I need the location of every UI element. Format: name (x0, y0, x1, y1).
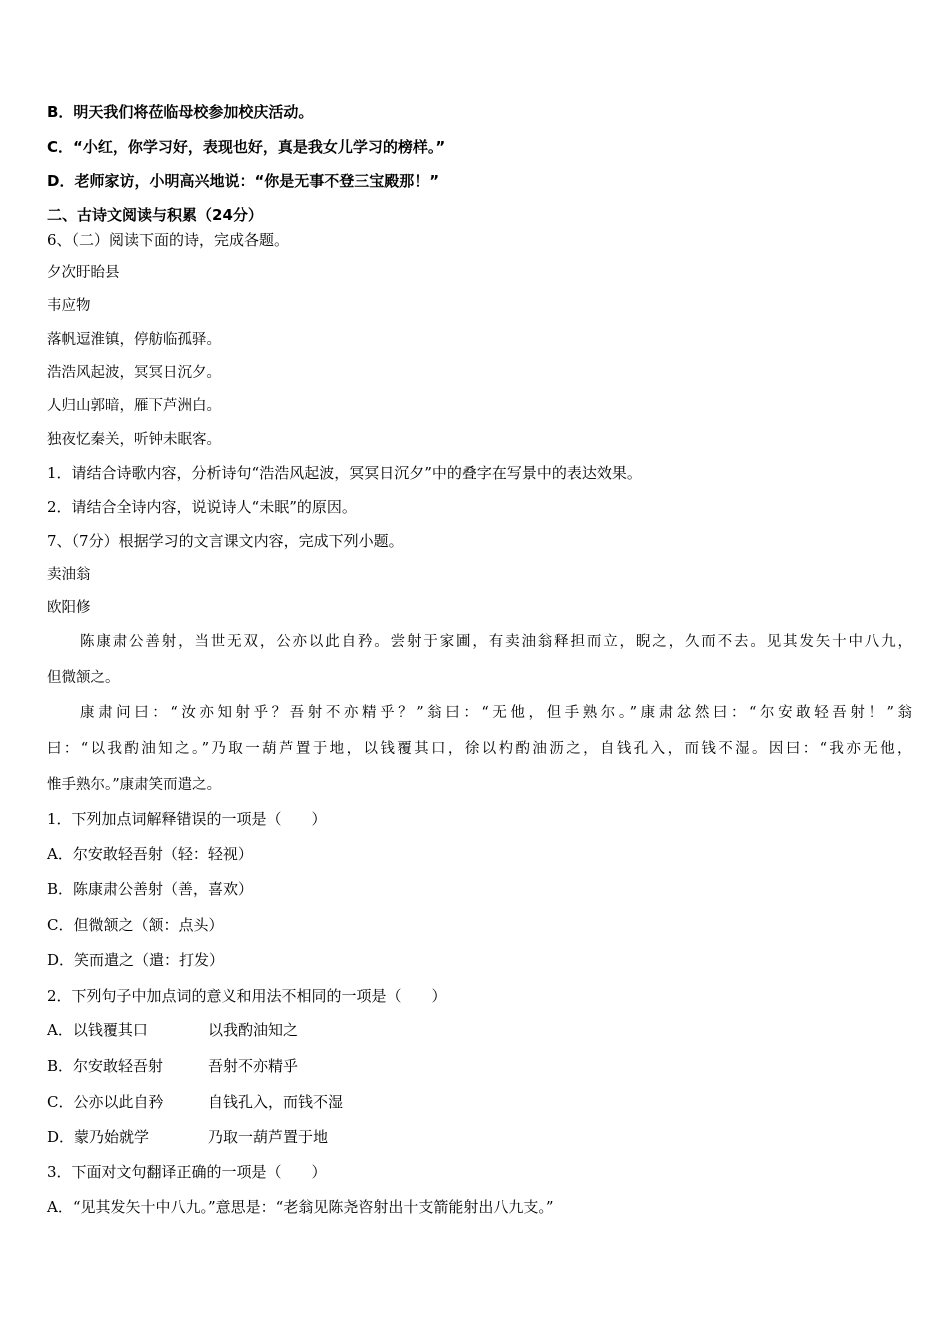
poem-author: 韦应物 (47, 298, 91, 314)
sub1-option-d: D．笑而遣之（遣：打发） (47, 951, 225, 969)
poem-line: 人归山郭暗，雁下芦洲白。 (47, 398, 221, 414)
poem-line: 落帆逗淮镇，停舫临孤驿。 (47, 332, 221, 348)
passage-line: 但微颔之。 (47, 670, 120, 686)
option-c: C．“小红，你学习好，表现也好，真是我女儿学习的榜样。” (47, 138, 446, 156)
text-author: 欧阳修 (47, 600, 91, 616)
sub2-option-c-right: 自钱孔入，而钱不湿 (208, 1093, 344, 1111)
text-title: 卖油翁 (47, 567, 91, 583)
section-title: 二、古诗文阅读与积累（24分） (47, 206, 263, 224)
sub2-option-d-right: 乃取一葫芦置于地 (208, 1128, 329, 1146)
poem-line: 浩浩风起波，冥冥日沉夕。 (47, 365, 221, 381)
passage-line: 康肃问曰：“汝亦知射乎？吾射不亦精乎？”翁曰：“无他，但手熟尔。”康肃忿然曰：“尔安敢轻吾射！”翁 (80, 705, 912, 721)
sub2-option-a-right: 以我酌油知之 (208, 1021, 299, 1039)
sub1-option-b: B．陈康肃公善射（善，喜欢） (47, 880, 254, 898)
poem-line: 独夜忆秦关，听钟未眠客。 (47, 432, 221, 448)
q7-stem: 7、（7分）根据学习的文言课文内容，完成下列小题。 (47, 532, 404, 550)
option-b: B．明天我们将莅临母校参加校庆活动。 (47, 103, 314, 121)
sub2-option-b-right: 吾射不亦精乎 (208, 1057, 299, 1075)
passage-line: 惟手熟尔。”康肃笑而遣之。 (47, 777, 222, 793)
sub2-option-b-left: B．尔安敢轻吾射 (47, 1057, 164, 1075)
passage-line: 曰：“以我酌油知之。”乃取一葫芦置于地，以钱覆其口，徐以杓酌油沥之，自钱孔入，而钱不湿。因曰：“我亦无他， (47, 741, 912, 757)
poem-title: 夕次盱眙县 (47, 265, 120, 281)
option-d: D．老师家访，小明高兴地说：“你是无事不登三宝殿那！” (47, 172, 440, 190)
q6-stem: 6、（二）阅读下面的诗，完成各题。 (47, 231, 290, 249)
sub2-option-d-left: D．蒙乃始就学 (47, 1128, 150, 1146)
sub2-option-a-left: A．以钱覆其口 (47, 1021, 148, 1039)
passage-line: 陈康肃公善射，当世无双，公亦以此自矜。尝射于家圃，有卖油翁释担而立，睨之，久而不去。见其发矢十中八九， (80, 634, 912, 650)
q6-question-2: 2．请结合全诗内容，说说诗人“未眠”的原因。 (47, 498, 357, 516)
q6-question-1: 1．请结合诗歌内容，分析诗句“浩浩风起波，冥冥日沉夕”中的叠字在写景中的表达效果。 (47, 464, 642, 482)
sub2-stem: 2．下列句子中加点词的意义和用法不相同的一项是（ ） (47, 987, 447, 1005)
sub1-option-a: A．尔安敢轻吾射（轻：轻视） (47, 845, 253, 863)
sub3-option-a: A．“见其发矢十中八九。”意思是：“老翁见陈尧咨射出十支箭能射出八九支。” (47, 1198, 554, 1216)
sub1-option-c: C．但微颔之（颔：点头） (47, 916, 224, 934)
sub3-stem: 3．下面对文句翻译正确的一项是（ ） (47, 1163, 327, 1181)
sub2-option-c-left: C．公亦以此自矜 (47, 1093, 164, 1111)
sub1-stem: 1．下列加点词解释错误的一项是（ ） (47, 810, 327, 828)
